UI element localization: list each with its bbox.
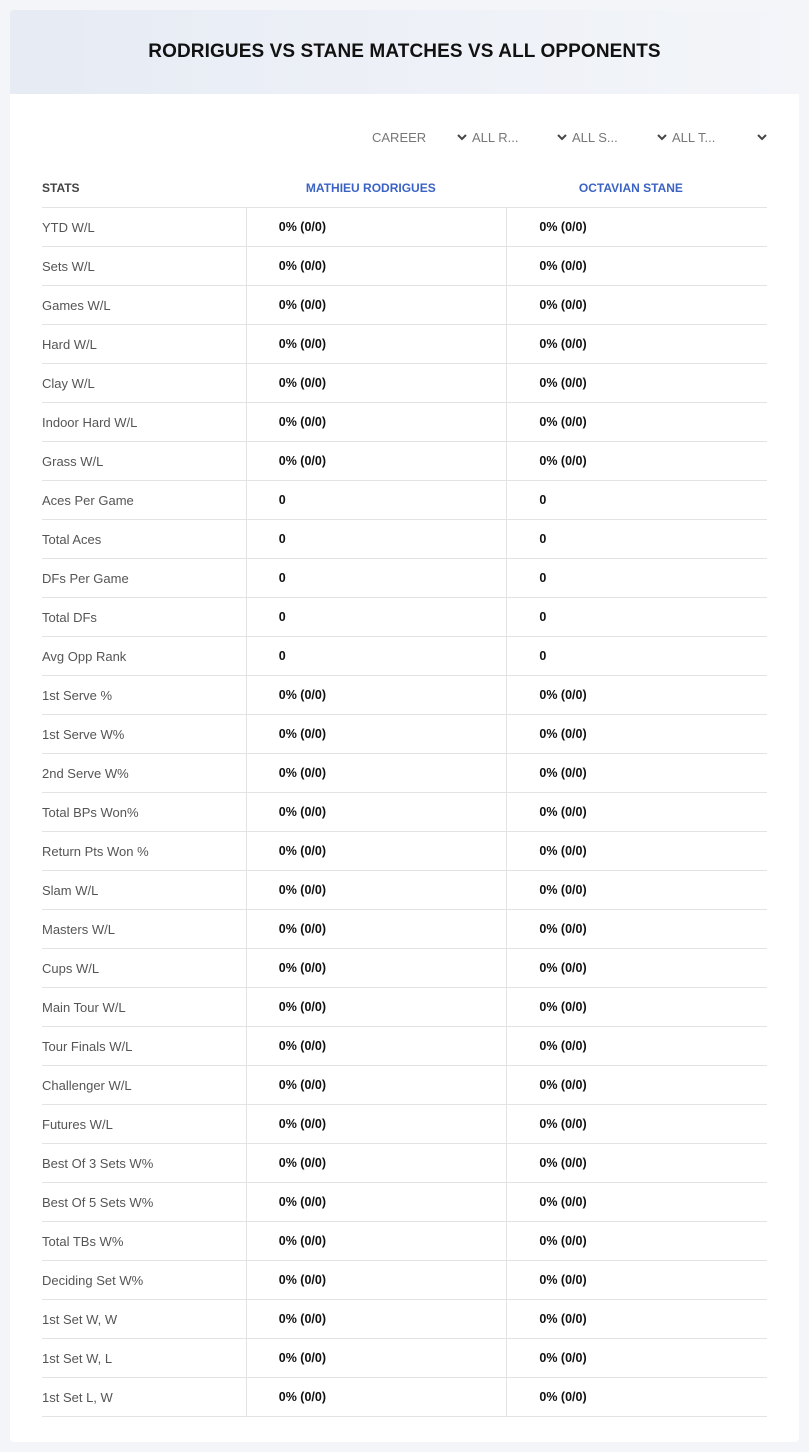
player1-value: 0% (0/0) — [246, 1144, 507, 1182]
table-row — [42, 559, 767, 598]
player2-value: 0% (0/0) — [506, 988, 767, 1026]
player2-value: 0% (0/0) — [506, 1378, 767, 1416]
table-row — [42, 481, 767, 520]
table-row — [42, 1339, 767, 1378]
table-row — [42, 403, 767, 442]
table-row — [42, 1261, 767, 1300]
table-row — [42, 910, 767, 949]
stat-label: 1st Serve W% — [42, 726, 125, 742]
player2-value: 0 — [506, 598, 767, 636]
table-row — [42, 793, 767, 832]
player1-value: 0% (0/0) — [246, 1261, 507, 1299]
player1-value: 0% (0/0) — [246, 1183, 507, 1221]
player2-value: 0 — [506, 481, 767, 519]
player1-value: 0% (0/0) — [246, 754, 507, 792]
stat-label: 1st Set W, W — [42, 1311, 118, 1327]
filter-round-label: ALL R... — [472, 129, 519, 145]
table-row — [42, 325, 767, 364]
table-row — [42, 1300, 767, 1339]
chevron-down-icon — [756, 131, 768, 143]
table-row — [42, 208, 767, 247]
filter-tournament-select[interactable] — [668, 126, 768, 148]
player2-value: 0% (0/0) — [506, 832, 767, 870]
stat-label: Total Aces — [42, 531, 102, 547]
player2-value: 0% (0/0) — [506, 1222, 767, 1260]
player1-value: 0% (0/0) — [246, 1027, 507, 1065]
player1-value: 0% (0/0) — [246, 1105, 507, 1143]
player2-value: 0% (0/0) — [506, 442, 767, 480]
stats-card — [10, 10, 799, 1442]
player1-value: 0% (0/0) — [246, 403, 507, 441]
table-row — [42, 247, 767, 286]
chevron-down-icon — [656, 131, 668, 143]
column-header-player1[interactable]: MATHIEU RODRIGUES — [305, 180, 436, 195]
stat-label: Games W/L — [42, 297, 111, 313]
stat-label: Main Tour W/L — [42, 999, 126, 1015]
stat-label: Best Of 3 Sets W% — [42, 1155, 154, 1171]
player1-value: 0 — [246, 598, 507, 636]
page-title: RODRIGUES VS STANE MATCHES VS ALL OPPONENTS — [148, 41, 661, 62]
player1-value: 0% (0/0) — [246, 988, 507, 1026]
player1-value: 0 — [246, 520, 507, 558]
player2-value: 0% (0/0) — [506, 1105, 767, 1143]
player2-value: 0% (0/0) — [506, 676, 767, 714]
stat-label: Indoor Hard W/L — [42, 414, 138, 430]
filter-round-select[interactable] — [468, 126, 568, 148]
player1-value: 0% (0/0) — [246, 1378, 507, 1416]
player1-value: 0 — [246, 559, 507, 597]
player2-value: 0% (0/0) — [506, 403, 767, 441]
table-row — [42, 520, 767, 559]
player2-value: 0% (0/0) — [506, 247, 767, 285]
table-row — [42, 754, 767, 793]
table-row — [42, 1066, 767, 1105]
player1-value: 0% (0/0) — [246, 1222, 507, 1260]
column-header-player2[interactable]: OCTAVIAN STANE — [578, 180, 683, 195]
table-row — [42, 364, 767, 403]
stat-label: Sets W/L — [42, 258, 95, 274]
player2-value: 0% (0/0) — [506, 286, 767, 324]
stats-table — [42, 168, 767, 1417]
player1-value: 0% (0/0) — [246, 715, 507, 753]
stat-label: 1st Serve % — [42, 687, 113, 703]
table-row — [42, 715, 767, 754]
table-row — [42, 832, 767, 871]
player1-value: 0% (0/0) — [246, 1339, 507, 1377]
stat-label: Tour Finals W/L — [42, 1038, 133, 1054]
player2-value: 0% (0/0) — [506, 910, 767, 948]
table-row — [42, 676, 767, 715]
player1-value: 0% (0/0) — [246, 208, 507, 246]
player1-value: 0% (0/0) — [246, 949, 507, 987]
card-header — [10, 10, 799, 94]
player1-value: 0% (0/0) — [246, 325, 507, 363]
table-body — [42, 208, 767, 1417]
player2-value: 0 — [506, 637, 767, 675]
stat-label: Clay W/L — [42, 375, 95, 391]
player2-value: 0% (0/0) — [506, 1300, 767, 1338]
table-row — [42, 871, 767, 910]
stat-label: Masters W/L — [42, 921, 115, 937]
player2-value: 0% (0/0) — [506, 871, 767, 909]
stat-label: Cups W/L — [42, 960, 100, 976]
player2-value: 0 — [506, 520, 767, 558]
column-header-stats: STATS — [42, 180, 80, 195]
stat-label: Return Pts Won % — [42, 843, 149, 859]
stat-label: YTD W/L — [42, 219, 95, 235]
filter-bar — [368, 126, 768, 148]
stat-label: Slam W/L — [42, 882, 99, 898]
player1-value: 0% (0/0) — [246, 442, 507, 480]
player2-value: 0% (0/0) — [506, 715, 767, 753]
stat-label: Aces Per Game — [42, 492, 134, 508]
table-row — [42, 1144, 767, 1183]
table-row — [42, 1183, 767, 1222]
table-row — [42, 286, 767, 325]
player1-value: 0% (0/0) — [246, 910, 507, 948]
player1-value: 0% (0/0) — [246, 286, 507, 324]
player2-value: 0% (0/0) — [506, 1261, 767, 1299]
stat-label: 1st Set L, W — [42, 1389, 113, 1405]
player1-value: 0% (0/0) — [246, 364, 507, 402]
table-row — [42, 442, 767, 481]
table-row — [42, 598, 767, 637]
player2-value: 0% (0/0) — [506, 793, 767, 831]
player1-value: 0% (0/0) — [246, 1066, 507, 1104]
chevron-down-icon — [456, 131, 468, 143]
stat-label: Hard W/L — [42, 336, 97, 352]
player2-value: 0% (0/0) — [506, 364, 767, 402]
stat-label: Total BPs Won% — [42, 804, 139, 820]
stat-label: Grass W/L — [42, 453, 104, 469]
stat-label: Avg Opp Rank — [42, 648, 127, 664]
player1-value: 0% (0/0) — [246, 247, 507, 285]
player2-value: 0% (0/0) — [506, 325, 767, 363]
stat-label: 1st Set W, L — [42, 1350, 113, 1366]
chevron-down-icon — [556, 131, 568, 143]
stat-label: Total TBs W% — [42, 1233, 124, 1249]
filter-period-select[interactable] — [368, 126, 468, 148]
table-row — [42, 1105, 767, 1144]
player1-value: 0% (0/0) — [246, 832, 507, 870]
filter-tournament-label: ALL T... — [672, 129, 716, 145]
stat-label: 2nd Serve W% — [42, 765, 129, 781]
stat-label: DFs Per Game — [42, 570, 129, 586]
player2-value: 0% (0/0) — [506, 1339, 767, 1377]
stat-label: Total DFs — [42, 609, 97, 625]
player2-value: 0 — [506, 559, 767, 597]
stat-label: Best Of 5 Sets W% — [42, 1194, 154, 1210]
player2-value: 0% (0/0) — [506, 1027, 767, 1065]
table-row — [42, 988, 767, 1027]
player2-value: 0% (0/0) — [506, 1066, 767, 1104]
table-header — [42, 168, 767, 208]
player1-value: 0 — [246, 637, 507, 675]
player1-value: 0% (0/0) — [246, 793, 507, 831]
table-row — [42, 1027, 767, 1066]
player2-value: 0% (0/0) — [506, 949, 767, 987]
table-row — [42, 1222, 767, 1261]
stat-label: Challenger W/L — [42, 1077, 132, 1093]
table-row — [42, 1378, 767, 1417]
filter-period-label: CAREER — [372, 129, 427, 145]
player1-value: 0% (0/0) — [246, 871, 507, 909]
player1-value: 0 — [246, 481, 507, 519]
filter-surface-select[interactable] — [568, 126, 668, 148]
stat-label: Deciding Set W% — [42, 1272, 144, 1288]
player2-value: 0% (0/0) — [506, 1183, 767, 1221]
table-row — [42, 637, 767, 676]
player1-value: 0% (0/0) — [246, 1300, 507, 1338]
filter-surface-label: ALL S... — [572, 129, 618, 145]
player2-value: 0% (0/0) — [506, 208, 767, 246]
player1-value: 0% (0/0) — [246, 676, 507, 714]
player2-value: 0% (0/0) — [506, 1144, 767, 1182]
stat-label: Futures W/L — [42, 1116, 113, 1132]
table-row — [42, 949, 767, 988]
player2-value: 0% (0/0) — [506, 754, 767, 792]
